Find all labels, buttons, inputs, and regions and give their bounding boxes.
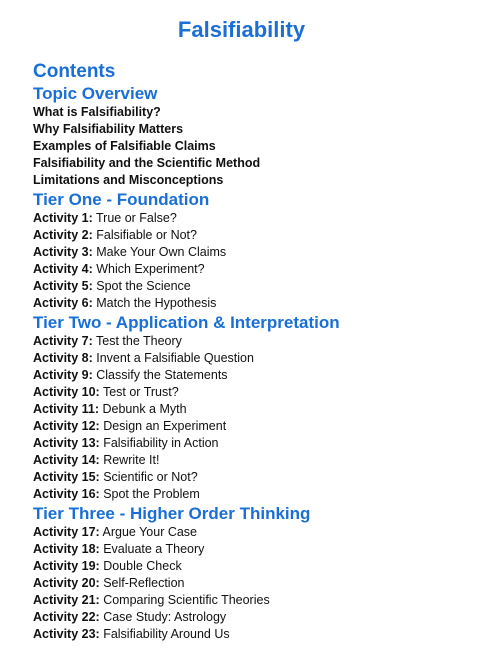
activity-number: Activity 10: xyxy=(33,385,100,399)
activity-title: Classify the Statements xyxy=(96,368,228,382)
activity-item xyxy=(33,418,483,435)
activity-item xyxy=(33,367,483,384)
activity-item xyxy=(33,261,483,278)
activity-item xyxy=(33,384,483,401)
activity-title: Scientific or Not? xyxy=(103,470,198,484)
activity-item xyxy=(33,401,483,418)
activity-title: Self-Reflection xyxy=(103,576,185,590)
topic-item: Why Falsifiability Matters xyxy=(33,122,184,136)
activity-item xyxy=(33,244,483,261)
activity-title: Comparing Scientific Theories xyxy=(103,593,270,607)
activity-item xyxy=(33,609,483,626)
activity-number: Activity 1: xyxy=(33,211,93,225)
activity-number: Activity 20: xyxy=(33,576,100,590)
activity-item xyxy=(33,333,483,350)
activity-title: Match the Hypothesis xyxy=(96,296,217,310)
activity-item xyxy=(33,278,483,295)
activity-item xyxy=(33,210,483,227)
activity-number: Activity 13: xyxy=(33,436,100,450)
activity-number: Activity 12: xyxy=(33,419,100,433)
activity-item xyxy=(33,350,483,367)
activity-item xyxy=(33,452,483,469)
topic-list xyxy=(33,104,483,189)
activity-number: Activity 11: xyxy=(33,402,100,416)
activity-title: Debunk a Myth xyxy=(102,402,187,416)
activity-number: Activity 19: xyxy=(33,559,100,573)
activity-list-tier-two xyxy=(33,333,483,503)
activity-item xyxy=(33,592,483,609)
activity-title: True or False? xyxy=(96,211,177,225)
activity-number: Activity 4: xyxy=(33,262,93,276)
activity-number: Activity 6: xyxy=(33,296,93,310)
activity-title: Design an Experiment xyxy=(103,419,227,433)
activity-number: Activity 15: xyxy=(33,470,100,484)
activity-title: Spot the Problem xyxy=(103,487,200,501)
activity-title: Rewrite It! xyxy=(103,453,160,467)
activity-number: Activity 14: xyxy=(33,453,100,467)
activity-item xyxy=(33,295,483,312)
topic-item: Limitations and Misconceptions xyxy=(33,173,224,187)
activity-title: Argue Your Case xyxy=(102,525,198,539)
activity-number: Activity 23: xyxy=(33,627,100,641)
activity-number: Activity 9: xyxy=(33,368,93,382)
topic-item: Examples of Falsifiable Claims xyxy=(33,139,216,153)
activity-number: Activity 8: xyxy=(33,351,93,365)
topic-item: What is Falsifiability? xyxy=(33,105,161,119)
activity-title: Double Check xyxy=(103,559,182,573)
activity-number: Activity 17: xyxy=(33,525,100,539)
section-heading-tier-two: Tier Two - Application & Interpretation xyxy=(33,313,340,332)
activity-number: Activity 5: xyxy=(33,279,93,293)
activity-title: Invent a Falsifiable Question xyxy=(96,351,254,365)
activity-number: Activity 3: xyxy=(33,245,93,259)
activity-title: Test the Theory xyxy=(96,334,182,348)
activity-number: Activity 7: xyxy=(33,334,93,348)
activity-item xyxy=(33,558,483,575)
activity-title: Evaluate a Theory xyxy=(103,542,205,556)
activity-title: Case Study: Astrology xyxy=(103,610,227,624)
activity-title: Test or Trust? xyxy=(102,385,179,399)
activity-list-tier-one xyxy=(33,210,483,312)
section-heading-tier-one: Tier One - Foundation xyxy=(33,190,210,209)
activity-number: Activity 21: xyxy=(33,593,100,607)
activity-number: Activity 22: xyxy=(33,610,100,624)
section-heading-tier-three: Tier Three - Higher Order Thinking xyxy=(33,504,311,523)
activity-item xyxy=(33,435,483,452)
activity-item xyxy=(33,486,483,503)
contents-heading: Contents xyxy=(33,61,116,82)
activity-number: Activity 18: xyxy=(33,542,100,556)
activity-title: Falsifiability Around Us xyxy=(103,627,230,641)
activity-item xyxy=(33,626,483,643)
activity-number: Activity 16: xyxy=(33,487,100,501)
section-heading-topic-overview: Topic Overview xyxy=(33,84,158,103)
activity-item xyxy=(33,541,483,558)
activity-title: Falsifiability in Action xyxy=(103,436,219,450)
activity-item xyxy=(33,575,483,592)
activity-item xyxy=(33,524,483,541)
activity-number: Activity 2: xyxy=(33,228,93,242)
topic-item: Falsifiability and the Scientific Method xyxy=(33,156,261,170)
activity-title: Which Experiment? xyxy=(96,262,205,276)
activity-item xyxy=(33,227,483,244)
activity-title: Falsifiable or Not? xyxy=(96,228,197,242)
activity-title: Spot the Science xyxy=(96,279,191,293)
activity-item xyxy=(33,469,483,486)
document-title: Falsifiability xyxy=(177,17,306,42)
activity-list-tier-three xyxy=(33,524,483,643)
activity-title: Make Your Own Claims xyxy=(96,245,227,259)
